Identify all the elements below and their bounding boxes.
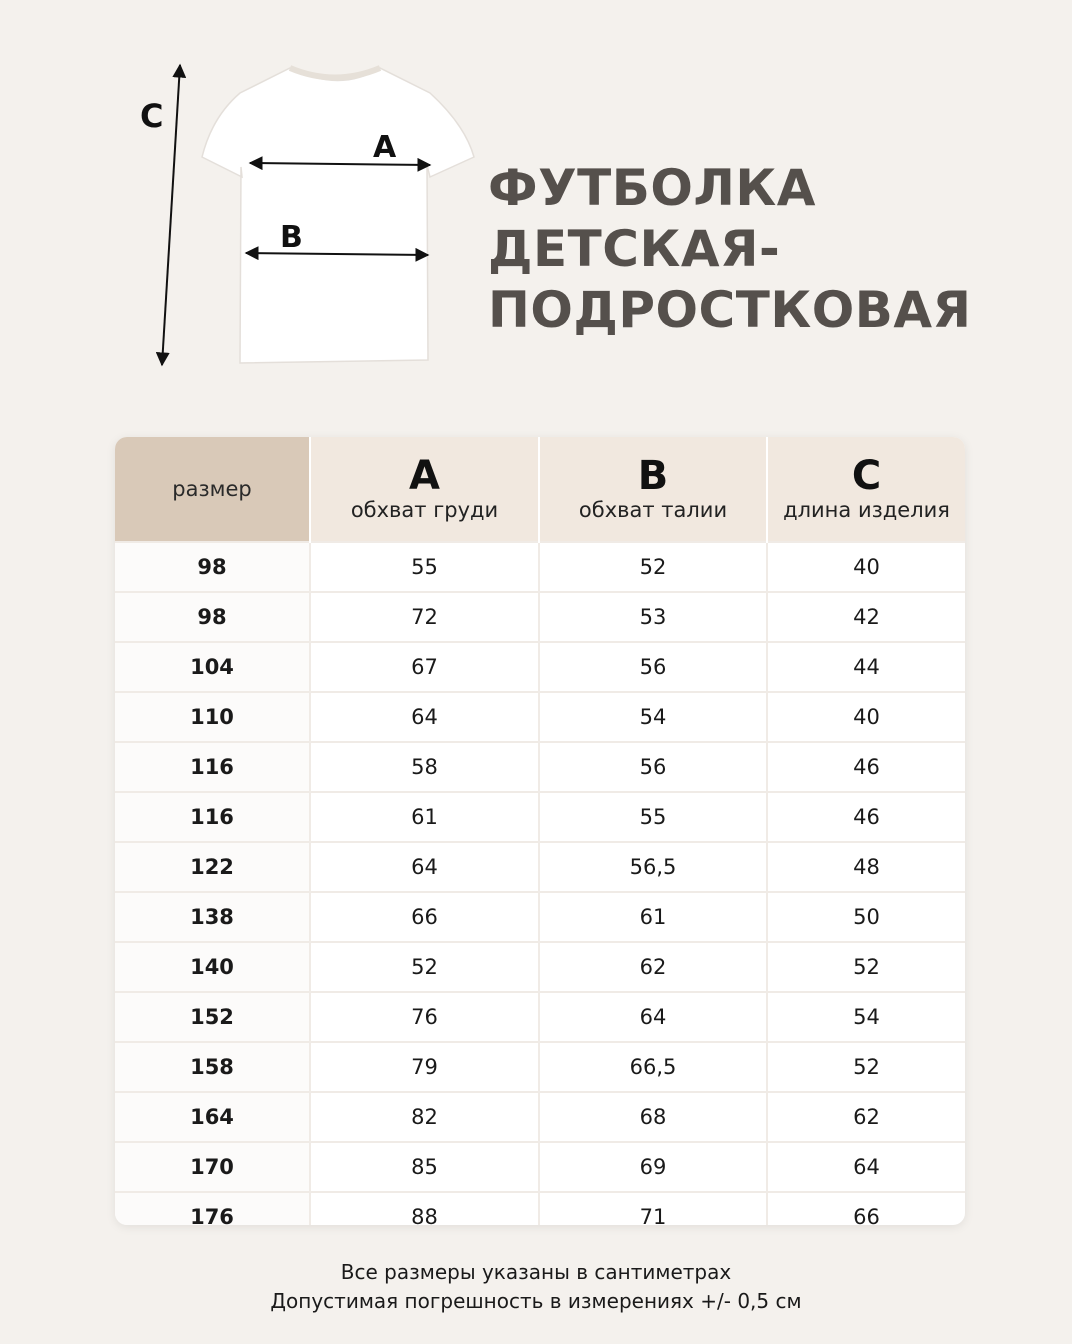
cell-waist: 64: [539, 992, 767, 1042]
cell-length: 52: [767, 942, 965, 992]
table-row: [115, 1092, 965, 1142]
table-row: [115, 542, 965, 592]
cell-chest: 61: [310, 792, 539, 842]
footnote-units: Все размеры указаны в сантиметрах: [340, 1260, 732, 1284]
cell-chest: 82: [310, 1092, 539, 1142]
cell-size: 110: [115, 692, 310, 742]
cell-waist: 71: [539, 1192, 767, 1225]
diagram-label-c: C: [140, 97, 164, 135]
length-measure-arrow: [162, 65, 180, 365]
cell-chest: 58: [310, 742, 539, 792]
header-chest: [310, 437, 539, 542]
cell-length: 62: [767, 1092, 965, 1142]
cell-waist: 56: [539, 642, 767, 692]
page-title: [488, 158, 972, 341]
table-row: [115, 592, 965, 642]
table-body: [115, 542, 965, 1225]
cell-length: 52: [767, 1042, 965, 1092]
cell-length: 40: [767, 542, 965, 592]
cell-size: 140: [115, 942, 310, 992]
cell-size: 98: [115, 542, 310, 592]
cell-waist: 56: [539, 742, 767, 792]
cell-length: 46: [767, 742, 965, 792]
cell-length: 40: [767, 692, 965, 742]
header-chest-label: обхват груди: [350, 498, 499, 522]
table-row: [115, 1042, 965, 1092]
cell-waist: 69: [539, 1142, 767, 1192]
cell-chest: 66: [310, 892, 539, 942]
cell-size: 138: [115, 892, 310, 942]
cell-size: 104: [115, 642, 310, 692]
header-waist-letter: B: [637, 453, 669, 499]
table-row: [115, 642, 965, 692]
header-length: [767, 437, 965, 542]
table-row: [115, 792, 965, 842]
table-row: [115, 1142, 965, 1192]
cell-size: 152: [115, 992, 310, 1042]
header-chest-letter: A: [409, 453, 440, 499]
cell-chest: 88: [310, 1192, 539, 1225]
cell-length: 44: [767, 642, 965, 692]
footnote-tolerance: Допустимая погрешность в измерениях +/- 0,5 см: [270, 1289, 802, 1313]
cell-waist: 61: [539, 892, 767, 942]
cell-chest: 64: [310, 692, 539, 742]
cell-waist: 55: [539, 792, 767, 842]
cell-length: 48: [767, 842, 965, 892]
cell-chest: 79: [310, 1042, 539, 1092]
tshirt-measurement-diagram: [130, 55, 490, 385]
cell-size: 98: [115, 592, 310, 642]
table-header-row: [115, 437, 965, 542]
diagram-label-a: A: [373, 130, 397, 165]
header-length-letter: C: [851, 453, 882, 499]
cell-waist: 62: [539, 942, 767, 992]
cell-chest: 76: [310, 992, 539, 1042]
table-row: [115, 842, 965, 892]
cell-waist: 66,5: [539, 1042, 767, 1092]
table-row: [115, 692, 965, 742]
header-size: размер: [115, 437, 310, 542]
table-row: [115, 1192, 965, 1225]
cell-length: 54: [767, 992, 965, 1042]
header-waist-label: обхват талии: [578, 498, 728, 522]
cell-waist: 52: [539, 542, 767, 592]
cell-chest: 85: [310, 1142, 539, 1192]
title-line-2: ДЕТСКАЯ-: [488, 220, 781, 278]
header-length-label: длина изделия: [783, 498, 950, 522]
cell-size: 116: [115, 792, 310, 842]
title-line-3: ПОДРОСТКОВАЯ: [488, 281, 972, 339]
cell-size: 116: [115, 742, 310, 792]
cell-waist: 56,5: [539, 842, 767, 892]
tshirt-icon: [202, 68, 474, 363]
cell-chest: 67: [310, 642, 539, 692]
cell-size: 122: [115, 842, 310, 892]
cell-length: 64: [767, 1142, 965, 1192]
diagram-label-b: B: [280, 220, 303, 255]
cell-length: 50: [767, 892, 965, 942]
footnote: [0, 1258, 1072, 1316]
header-waist: [539, 437, 767, 542]
cell-chest: 72: [310, 592, 539, 642]
cell-waist: 68: [539, 1092, 767, 1142]
cell-chest: 55: [310, 542, 539, 592]
table-row: [115, 742, 965, 792]
table-row: [115, 992, 965, 1042]
size-table: [115, 437, 965, 1225]
cell-chest: 52: [310, 942, 539, 992]
size-table-card: [115, 437, 965, 1225]
cell-length: 66: [767, 1192, 965, 1225]
cell-size: 158: [115, 1042, 310, 1092]
title-line-1: ФУТБОЛКА: [488, 159, 816, 217]
cell-waist: 54: [539, 692, 767, 742]
cell-waist: 53: [539, 592, 767, 642]
table-row: [115, 942, 965, 992]
cell-length: 46: [767, 792, 965, 842]
cell-size: 164: [115, 1092, 310, 1142]
table-row: [115, 892, 965, 942]
cell-length: 42: [767, 592, 965, 642]
cell-size: 176: [115, 1192, 310, 1225]
cell-chest: 64: [310, 842, 539, 892]
cell-size: 170: [115, 1142, 310, 1192]
